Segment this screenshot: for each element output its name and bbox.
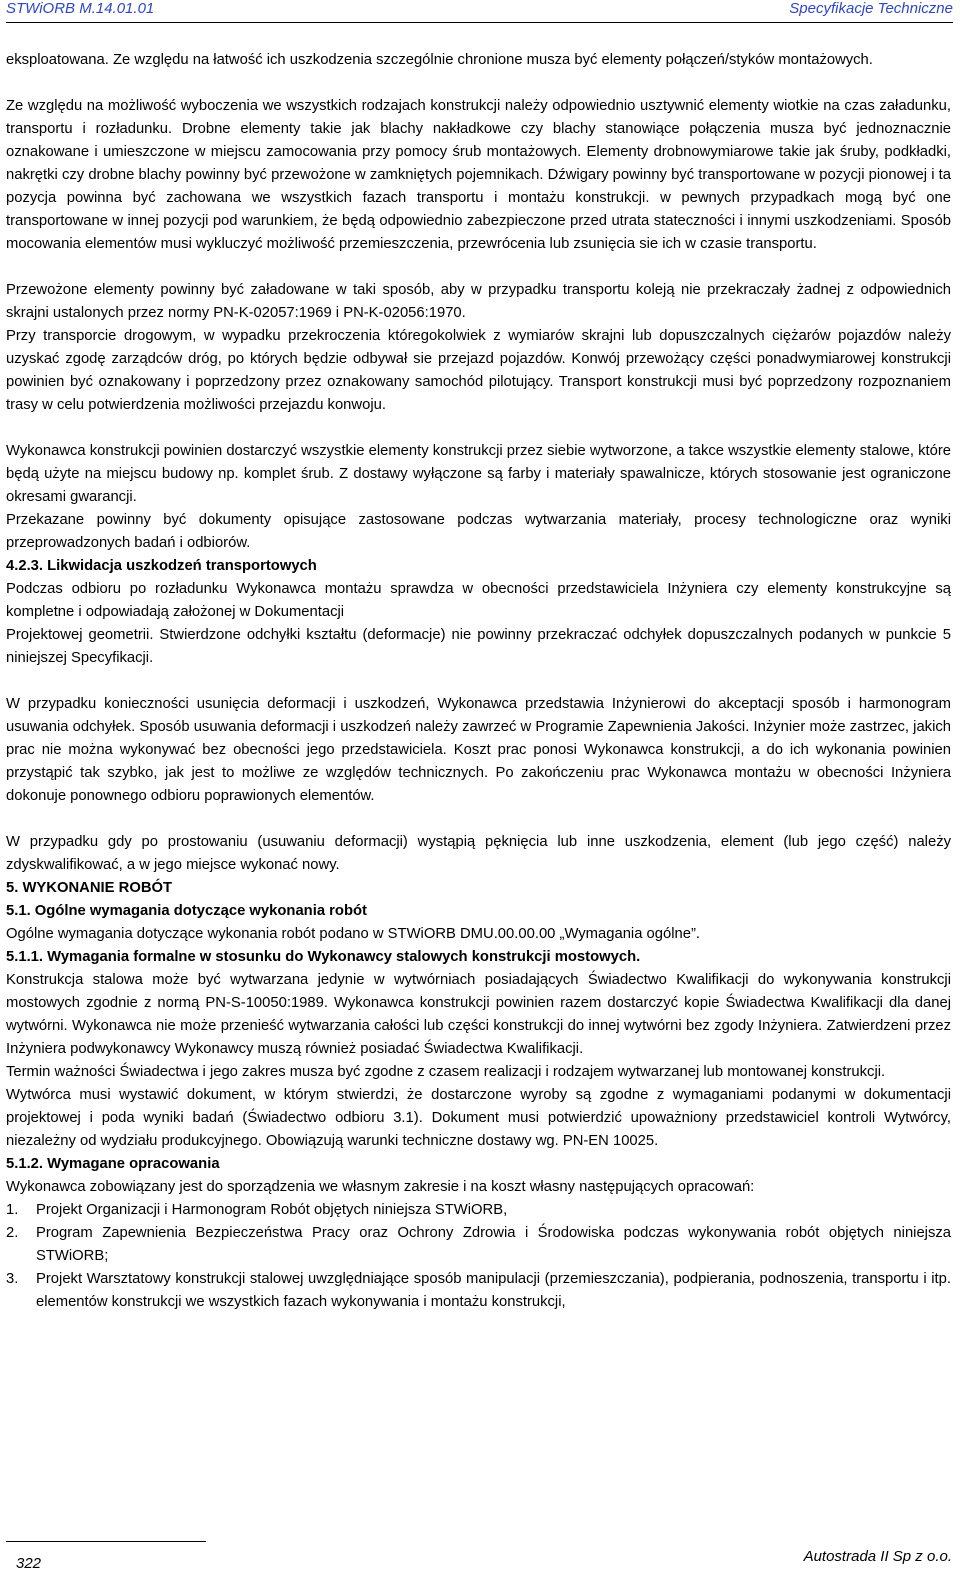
paragraph: Termin ważności Świadectwa i jego zakres musza być zgodne z czasem realizacji i rodzajem wytwarzanej lub montowanej konstrukcji. xyxy=(6,1064,886,1080)
page-header xyxy=(6,0,953,23)
list-item-text: Program Zapewnienia Bezpieczeństwa Pracy oraz Ochrony Zdrowia i Środowiska podczas wykonywania robót objętych niniejsza STWiORB; xyxy=(36,1225,951,1264)
paragraph: Ogólne wymagania dotyczące wykonania robót podano w STWiORB DMU.00.00.00 „Wymagania ogólne”. xyxy=(6,926,701,942)
paragraph: W przypadku gdy po prostowaniu (usuwaniu deformacji) wystąpią pęknięcia lub inne uszkodzenia, element (lub jego część) należy zdyskwalifikować, a w jego miejsce wykonać nowy. xyxy=(6,834,951,873)
list-number: 3. xyxy=(6,1271,19,1287)
paragraph: Projektowej geometrii. Stwierdzone odchyłki kształtu (deformacje) nie powinny przekraczać odchyłek dopuszczalnych podanych w punkcie 5 niniejszej Specyfikacji. xyxy=(6,627,951,666)
paragraph: Przy transporcie drogowym, w wypadku przekroczenia któregokolwiek z wymiarów skrajni lub dopuszczalnych ciężarów pojazdów należy uzyskać zgodę zarządców dróg, po których będzie odbywał sie przejazd pojazdów. Konwój przewożący części ponadwymiarowej konstrukcji powinien być oznakowany i poprzedzony przez oznakowany samochód pilotujący. Transport konstrukcji musi być poprzedzony rozpoznaniem trasy w celu potwierdzenia możliwości przejazdu konwoju. xyxy=(6,328,951,413)
numbered-list xyxy=(6,1199,951,1314)
list-item-text: Projekt Organizacji i Harmonogram Robót objętych niniejsza STWiORB, xyxy=(36,1202,508,1218)
list-number: 1. xyxy=(6,1202,19,1218)
paragraph: Wykonawca konstrukcji powinien dostarczyć wszystkie elementy konstrukcji przez siebie wytworzone, a takce wszystkie elementy stalowe, które będą użyte na miejscu budowy np. komplet śrub. Z dostawy wyłączone są farby i materiały spawalnicze, których stosowanie jest ograniczone okresami gwarancji. xyxy=(6,443,951,505)
paragraph: W przypadku konieczności usunięcia deformacji i uszkodzeń, Wykonawca przedstawia Inżynierowi do akceptacji sposób i harmonogram usuwania odchyłek. Sposób usuwania deformacji i uszkodzeń należy zawrzeć w Programie Zapewnienia Jakości. Inżynier może zastrzec, jakich prac nie można wykonywać bez obecności jego przedstawiciela. Koszt prac ponosi Wykonawca konstrukcji, a do ich wykonania powinien przystąpić tak szybko, jak jest to możliwe ze względów technicznych. Po zakończeniu prac Wykonawca montażu w obecności Inżyniera dokonuje ponownego odbioru poprawionych elementów. xyxy=(6,696,951,804)
section-heading: 5.1. Ogólne wymagania dotyczące wykonania robót xyxy=(6,903,367,919)
paragraph: Ze względu na możliwość wyboczenia we wszystkich rodzajach konstrukcji należy odpowiednio usztywnić elementy wiotkie na czas załadunku, transportu i rozładunku. Drobne elementy takie jak blachy nakładkowe czy blachy stanowiące połączenia musza być jednoznacznie oznakowane i umieszczone w miejscu zamocowania przy pomocy śrub montażowych. Elementy drobnowymiarowe takie jak śruby, podkładki, nakrętki czy drobne blachy powinny być przewożone w zamkniętych pojemnikach. Dźwigary powinny być transportowane w pozycji pionowej i ta pozycja powinna być zachowana we wszystkich fazach transportu i montażu konstrukcji. w pewnych przypadkach mogą być one transportowane w innej pozycji pod warunkiem, że będą odpowiednio zabezpieczone przed utrata stateczności i innymi uszkodzeniami. Sposób mocowania elementów musi wykluczyć możliwość przemieszczenia, przewrócenia lub zsunięcia sie ich w czasie transportu. xyxy=(6,98,951,252)
section-heading: 5.1.1. Wymagania formalne w stosunku do Wykonawcy stalowych konstrukcji mostowych. xyxy=(6,949,641,965)
footer-divider xyxy=(6,1541,206,1542)
list-number: 2. xyxy=(6,1225,19,1241)
paragraph: Wytwórca musi wystawić dokument, w którym stwierdzi, że dostarczone wyroby są zgodne z wymaganiami podanymi w dokumentacji projektowej i poda wyniki badań (Świadectwo odbioru 3.1). Dokument musi potwierdzić upoważniony przedstawiciel kontroli Wytwórcy, niezależny od wydziału produkcyjnego. Obowiązują warunki techniczne dostawy wg. PN-EN 10025. xyxy=(6,1087,951,1149)
paragraph: Konstrukcja stalowa może być wytwarzana jedynie w wytwórniach posiadających Świadectwo Kwalifikacji do wykonywania konstrukcji mostowych zgodnie z normą PN-S-10050:1989. Wykonawca konstrukcji powinien razem dostarczyć kopie Świadectwa Kwalifikacji dla danej wytwórni. Wykonawca nie może przenieść wytwarzania całości lub części konstrukcji do innej wytwórni bez zgody Inżyniera. Zatwierdzeni przez Inżyniera podwykonawcy Wykonawcy muszą również posiadać Świadectwa Kwalifikacji. xyxy=(6,972,951,1057)
document-body xyxy=(6,49,951,1314)
list-item xyxy=(6,1268,951,1314)
paragraph: eksploatowana. Ze względu na łatwość ich uszkodzenia szczególnie chronione musza być elementy połączeń/styków montażowych. xyxy=(6,52,873,68)
section-heading: 5.1.2. Wymagane opracowania xyxy=(6,1156,220,1172)
list-item xyxy=(6,1199,951,1222)
paragraph: Podczas odbioru po rozładunku Wykonawca montażu sprawdza w obecności przedstawiciela Inżyniera czy elementy konstrukcyjne są kompletne i odpowiadają założonej w Dokumentacji xyxy=(6,581,951,620)
document-type: Specyfikacje Techniczne xyxy=(789,0,953,17)
list-item xyxy=(6,1222,951,1268)
page-number: 322 xyxy=(16,1555,42,1572)
section-heading: 4.2.3. Likwidacja uszkodzeń transportowych xyxy=(6,558,317,574)
paragraph: Wykonawca zobowiązany jest do sporządzenia we własnym zakresie i na koszt własny następujących opracowań: xyxy=(6,1179,755,1195)
list-item-text: Projekt Warsztatowy konstrukcji stalowej uwzględniające sposób manipulacji (przemieszczania), podpierania, podnoszenia, transportu i itp. elementów konstrukcji we wszystkich fazach wykonywania i montażu konstrukcji, xyxy=(36,1271,951,1310)
section-heading: 5. WYKONANIE ROBÓT xyxy=(6,880,173,896)
footer-company: Autostrada II Sp z o.o. xyxy=(803,1548,952,1565)
document-code: STWiORB M.14.01.01 xyxy=(6,0,155,17)
paragraph: Przewożone elementy powinny być załadowane w taki sposób, aby w przypadku transportu koleją nie przekraczały żadnej z odpowiednich skrajni ustalonych przez normy PN-K-02057:1969 i PN-K-02056:1970. xyxy=(6,282,951,321)
paragraph: Przekazane powinny być dokumenty opisujące zastosowane podczas wytwarzania materiały, procesy technologiczne oraz wyniki przeprowadzonych badań i odbiorów. xyxy=(6,512,951,551)
